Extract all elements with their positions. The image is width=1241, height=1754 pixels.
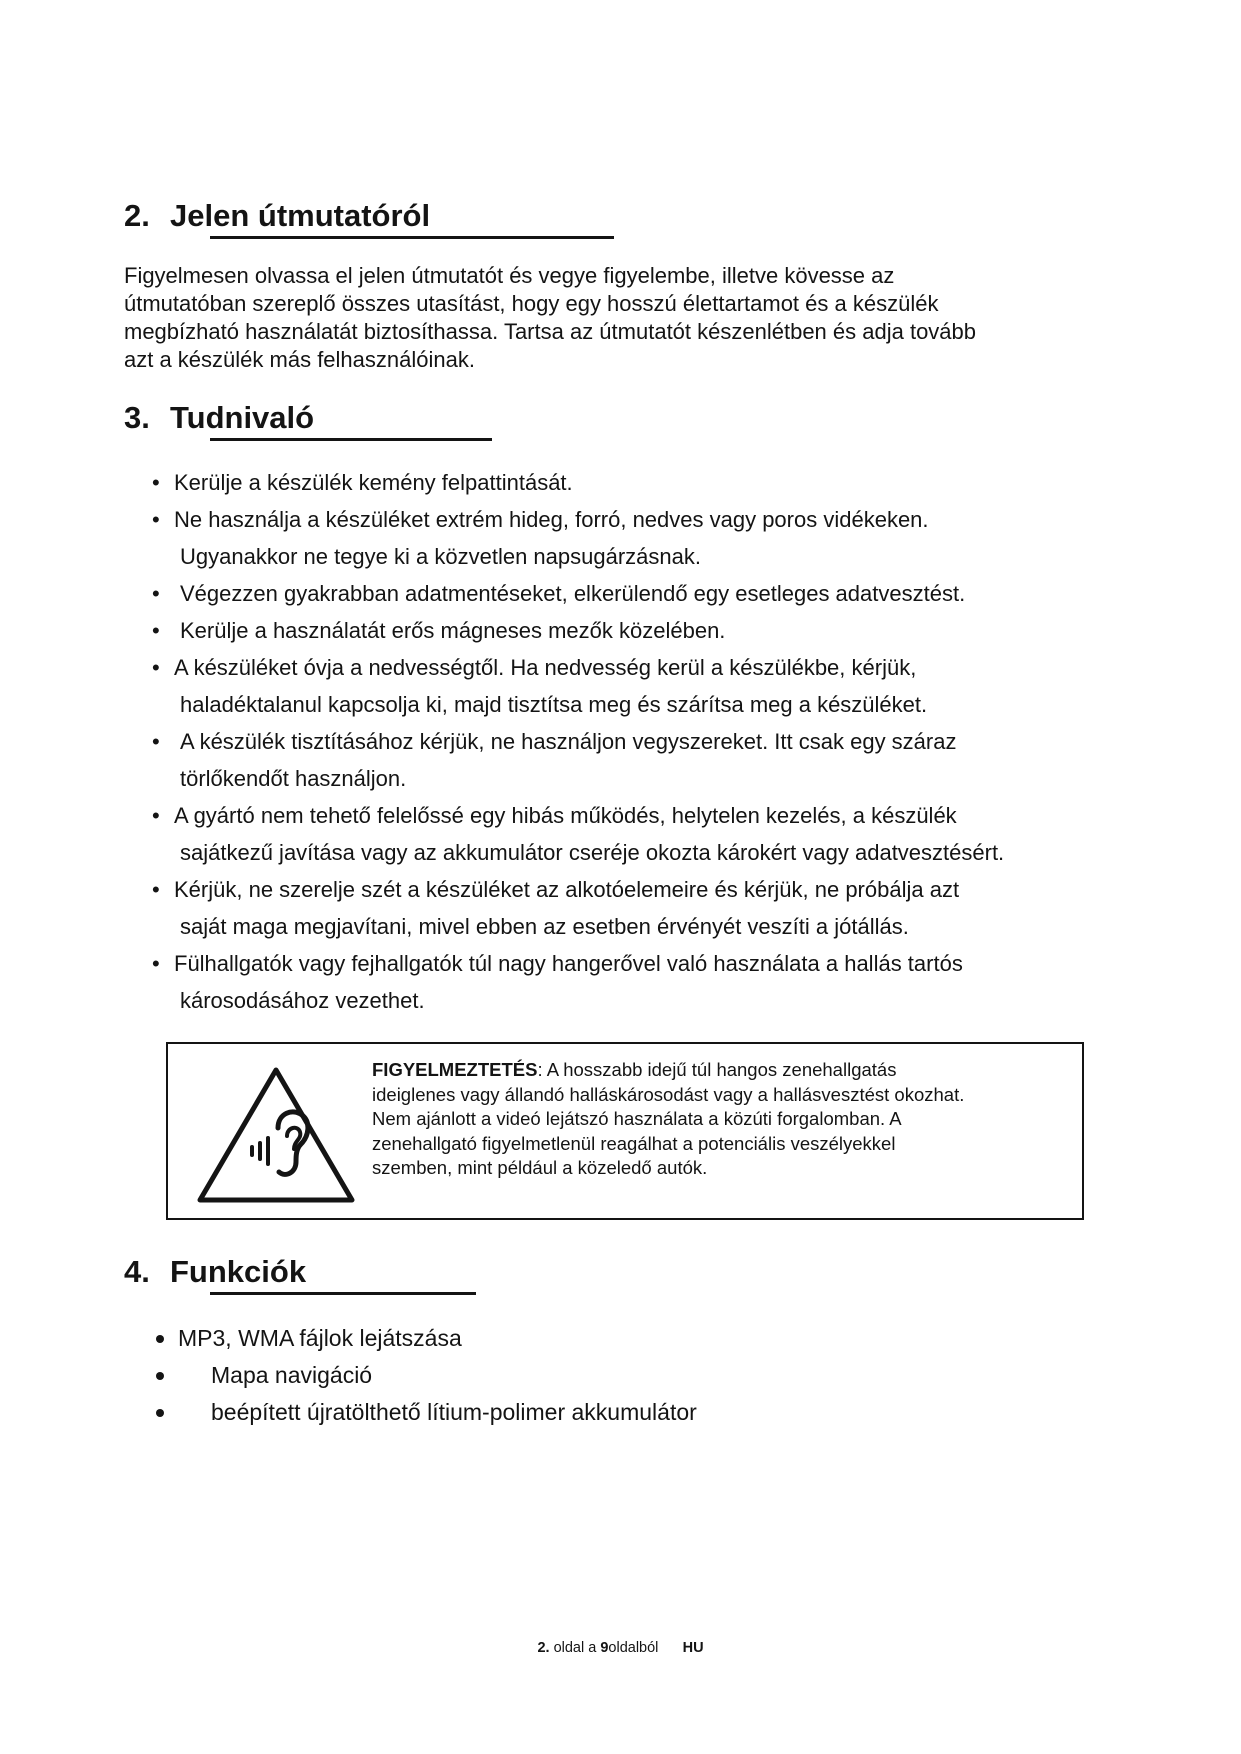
warning-line: Nem ajánlott a videó lejátszó használata a közúti forgalomban. A xyxy=(372,1108,902,1129)
list-item xyxy=(150,649,1004,723)
list-item-line: • Kérjük, ne szerelje szét a készüléket az alkotóelemeire és kérjük, ne próbálja azt xyxy=(174,877,960,902)
paragraph-line: Figyelmesen olvassa el jelen útmutatót és vegye figyelembe, illetve kövesse az xyxy=(124,263,895,288)
list-item-line: saját maga megjavítani, mivel ebben az esetben érvényét veszíti a jótállás. xyxy=(180,914,909,939)
footer-page-total: 9 xyxy=(600,1640,609,1656)
intro-paragraph xyxy=(124,262,1124,374)
warning-line xyxy=(372,1058,964,1083)
paragraph-line: megbízható használatát biztosíthassa. Tartsa az útmutatót készenlétben és adja tovább xyxy=(124,319,977,344)
warning-line: szemben, mint például a közeledő autók. xyxy=(372,1157,708,1178)
hearing-warning-icon xyxy=(196,1064,356,1204)
list-item-line: • A készüléket óvja a nedvességtől. Ha nedvesség kerül a készülékbe, kérjük, xyxy=(174,655,917,680)
warning-label: FIGYELMEZTETÉS xyxy=(372,1059,538,1080)
list-item-line: károsodásához vezethet. xyxy=(180,988,425,1013)
section-3-title: Tudnivaló xyxy=(170,400,315,435)
section-2-heading xyxy=(124,198,430,234)
footer-page-number: 2. xyxy=(537,1640,550,1656)
section-2-number: 2. xyxy=(124,198,150,233)
list-item-line: • Ne használja a készüléket extrém hideg, forró, nedves vagy poros vidékeken. xyxy=(174,507,929,532)
list-item xyxy=(150,612,1004,649)
list-item xyxy=(150,797,1004,871)
footer-language: HU xyxy=(682,1640,704,1656)
footer-text: oldalból xyxy=(608,1640,659,1656)
paragraph-line: azt a készülék más felhasználóinak. xyxy=(124,347,475,372)
list-item xyxy=(150,501,1004,575)
list-item-line: haladéktalanul kapcsolja ki, majd tisztítsa meg és szárítsa meg a készüléket. xyxy=(180,692,928,717)
warning-text xyxy=(372,1058,964,1181)
section-4-number: 4. xyxy=(124,1254,150,1289)
list-item-line: Ugyanakkor ne tegye ki a közvetlen napsugárzásnak. xyxy=(180,544,701,569)
list-item xyxy=(150,945,1004,1019)
list-item-line: • Kerülje a készülék kemény felpattintását. xyxy=(174,470,573,495)
list-item xyxy=(150,464,1004,501)
list-item xyxy=(150,1394,697,1431)
feature-label: Mapa navigáció xyxy=(211,1362,373,1388)
section-4-heading xyxy=(124,1254,306,1290)
warning-line: zenehallgató figyelmetlenül reagálhat a potenciális veszélyekkel xyxy=(372,1132,896,1154)
bullet-dot xyxy=(156,1409,164,1417)
footer-text: oldal a xyxy=(553,1640,597,1656)
heading-underline xyxy=(210,438,492,441)
list-item-line: • A készülék tisztításához kérjük, ne használjon vegyszereket. Itt csak egy száraz xyxy=(180,729,957,754)
bullet-dot xyxy=(156,1372,164,1380)
feature-label: MP3, WMA fájlok lejátszása xyxy=(178,1325,462,1351)
section-3-number: 3. xyxy=(124,400,150,435)
section-2-title: Jelen útmutatóról xyxy=(170,198,431,233)
warning-first-line: : A hosszabb idejű túl hangos zenehallgatás xyxy=(537,1059,897,1080)
feature-list xyxy=(150,1320,697,1431)
list-item-line: • Fülhallgatók vagy fejhallgatók túl nagy hangerővel való használata a hallás tartós xyxy=(174,951,963,976)
list-item xyxy=(150,871,1004,945)
feature-label: beépített újratölthető lítium-polimer akkumulátor xyxy=(211,1399,697,1425)
list-item-line: • A gyártó nem tehető felelőssé egy hibás működés, helytelen kezelés, a készülék xyxy=(174,803,957,828)
list-item-line: • Végezzen gyakrabban adatmentéseket, elkerülendő egy esetleges adatvesztést. xyxy=(180,581,966,606)
list-item xyxy=(150,1320,697,1357)
paragraph-line: útmutatóban szereplő összes utasítást, hogy egy hosszú élettartamot és a készülék xyxy=(124,291,939,316)
list-item-line: sajátkezű javítása vagy az akkumulátor cseréje okozta károkért vagy adatvesztésért. xyxy=(180,840,1005,865)
section-4-title: Funkciók xyxy=(170,1254,307,1289)
list-item-line: törlőkendőt használjon. xyxy=(180,766,407,791)
list-item xyxy=(150,575,1004,612)
warning-line: ideiglenes vagy állandó halláskárosodást vagy a hallásvesztést okozhat. xyxy=(372,1083,965,1105)
warning-box xyxy=(166,1042,1084,1220)
heading-underline xyxy=(210,236,614,239)
page-footer xyxy=(0,1640,1241,1656)
heading-underline xyxy=(210,1292,476,1295)
list-item-line: • Kerülje a használatát erős mágneses mezők közelében. xyxy=(180,618,726,643)
notice-list xyxy=(150,464,1004,1019)
list-item xyxy=(150,1357,697,1394)
list-item xyxy=(150,723,1004,797)
bullet-dot xyxy=(156,1335,164,1343)
section-3-heading xyxy=(124,400,314,436)
